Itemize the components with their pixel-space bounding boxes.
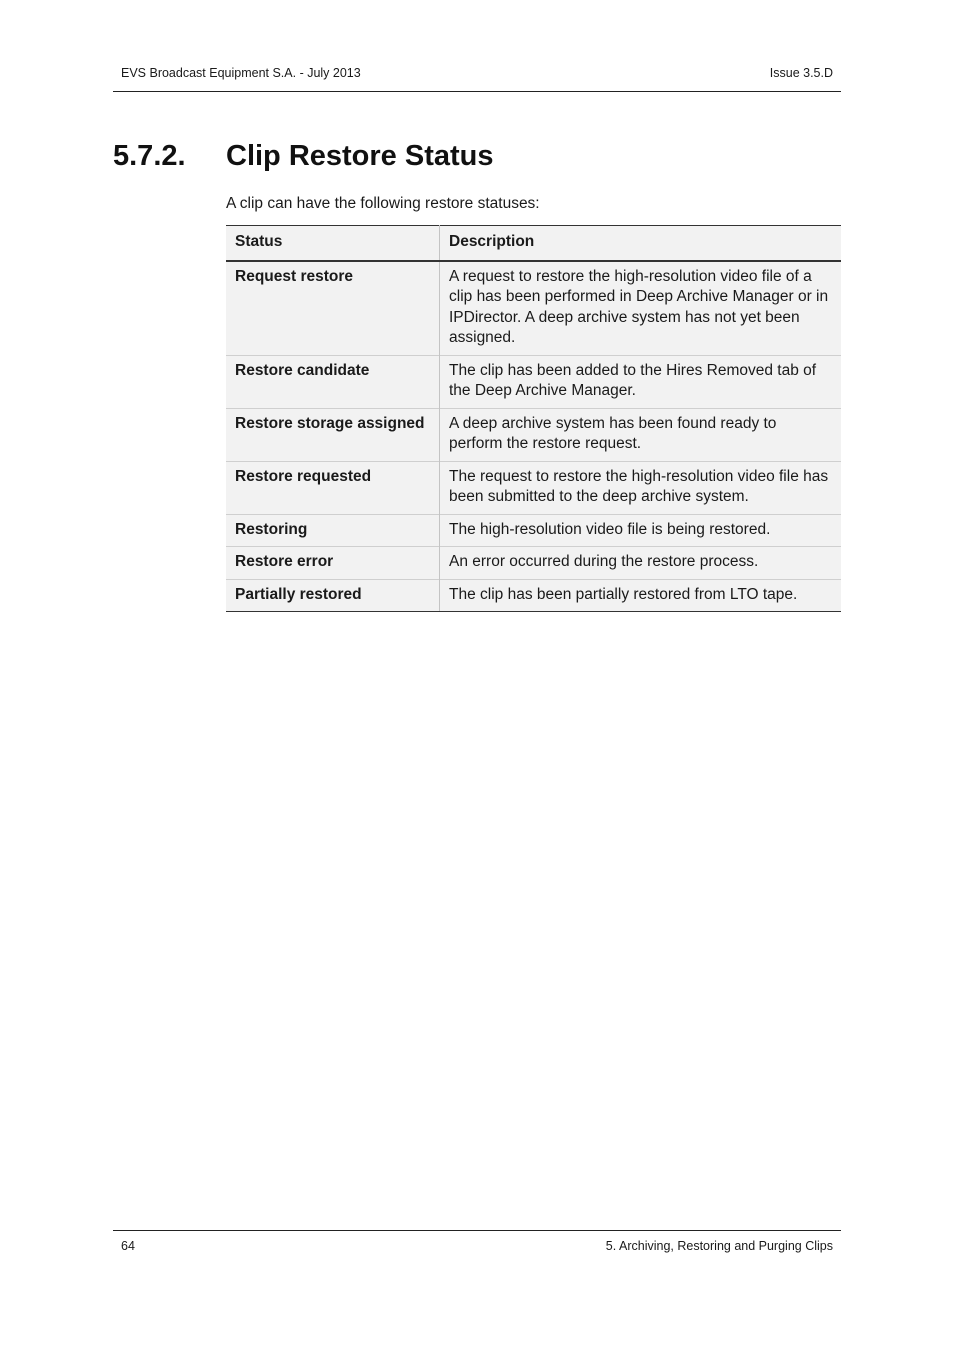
status-cell: Restoring xyxy=(226,514,440,547)
footer-chapter: 5. Archiving, Restoring and Purging Clips xyxy=(605,1239,833,1253)
status-cell: Request restore xyxy=(226,261,440,356)
page-footer xyxy=(113,1230,841,1256)
intro-text: A clip can have the following restore statuses: xyxy=(226,195,540,212)
table-row xyxy=(226,408,841,461)
table-row xyxy=(226,547,841,580)
table-row xyxy=(226,514,841,547)
page-number: 64 xyxy=(121,1239,135,1253)
description-cell: An error occurred during the restore process. xyxy=(440,547,842,580)
table-row xyxy=(226,261,841,356)
table-row xyxy=(226,461,841,514)
column-header-status: Status xyxy=(226,226,440,261)
header-issue: Issue 3.5.D xyxy=(769,66,833,80)
description-cell: The clip has been partially restored from LTO tape. xyxy=(440,579,842,612)
section-title: Clip Restore Status xyxy=(226,140,494,172)
section-number: 5.7.2. xyxy=(113,140,186,172)
column-header-description: Description xyxy=(440,226,842,261)
table-row xyxy=(226,355,841,408)
page-header xyxy=(113,66,841,92)
header-company-date: EVS Broadcast Equipment S.A. - July 2013 xyxy=(121,66,361,80)
status-cell: Restore candidate xyxy=(226,355,440,408)
status-cell: Restore requested xyxy=(226,461,440,514)
restore-status-table xyxy=(226,225,841,612)
table-header-row xyxy=(226,226,841,261)
description-cell: The request to restore the high-resolution video file has been submitted to the deep archive system. xyxy=(440,461,842,514)
status-cell: Restore error xyxy=(226,547,440,580)
description-cell: The high-resolution video file is being restored. xyxy=(440,514,842,547)
description-cell: A deep archive system has been found ready to perform the restore request. xyxy=(440,408,842,461)
status-cell: Partially restored xyxy=(226,579,440,612)
description-cell: A request to restore the high-resolution video file of a clip has been performed in Deep Archive Manager or in IPDirector. A deep archive system has not yet been assigned. xyxy=(440,261,842,356)
description-cell: The clip has been added to the Hires Removed tab of the Deep Archive Manager. xyxy=(440,355,842,408)
table-row xyxy=(226,579,841,612)
status-cell: Restore storage assigned xyxy=(226,408,440,461)
